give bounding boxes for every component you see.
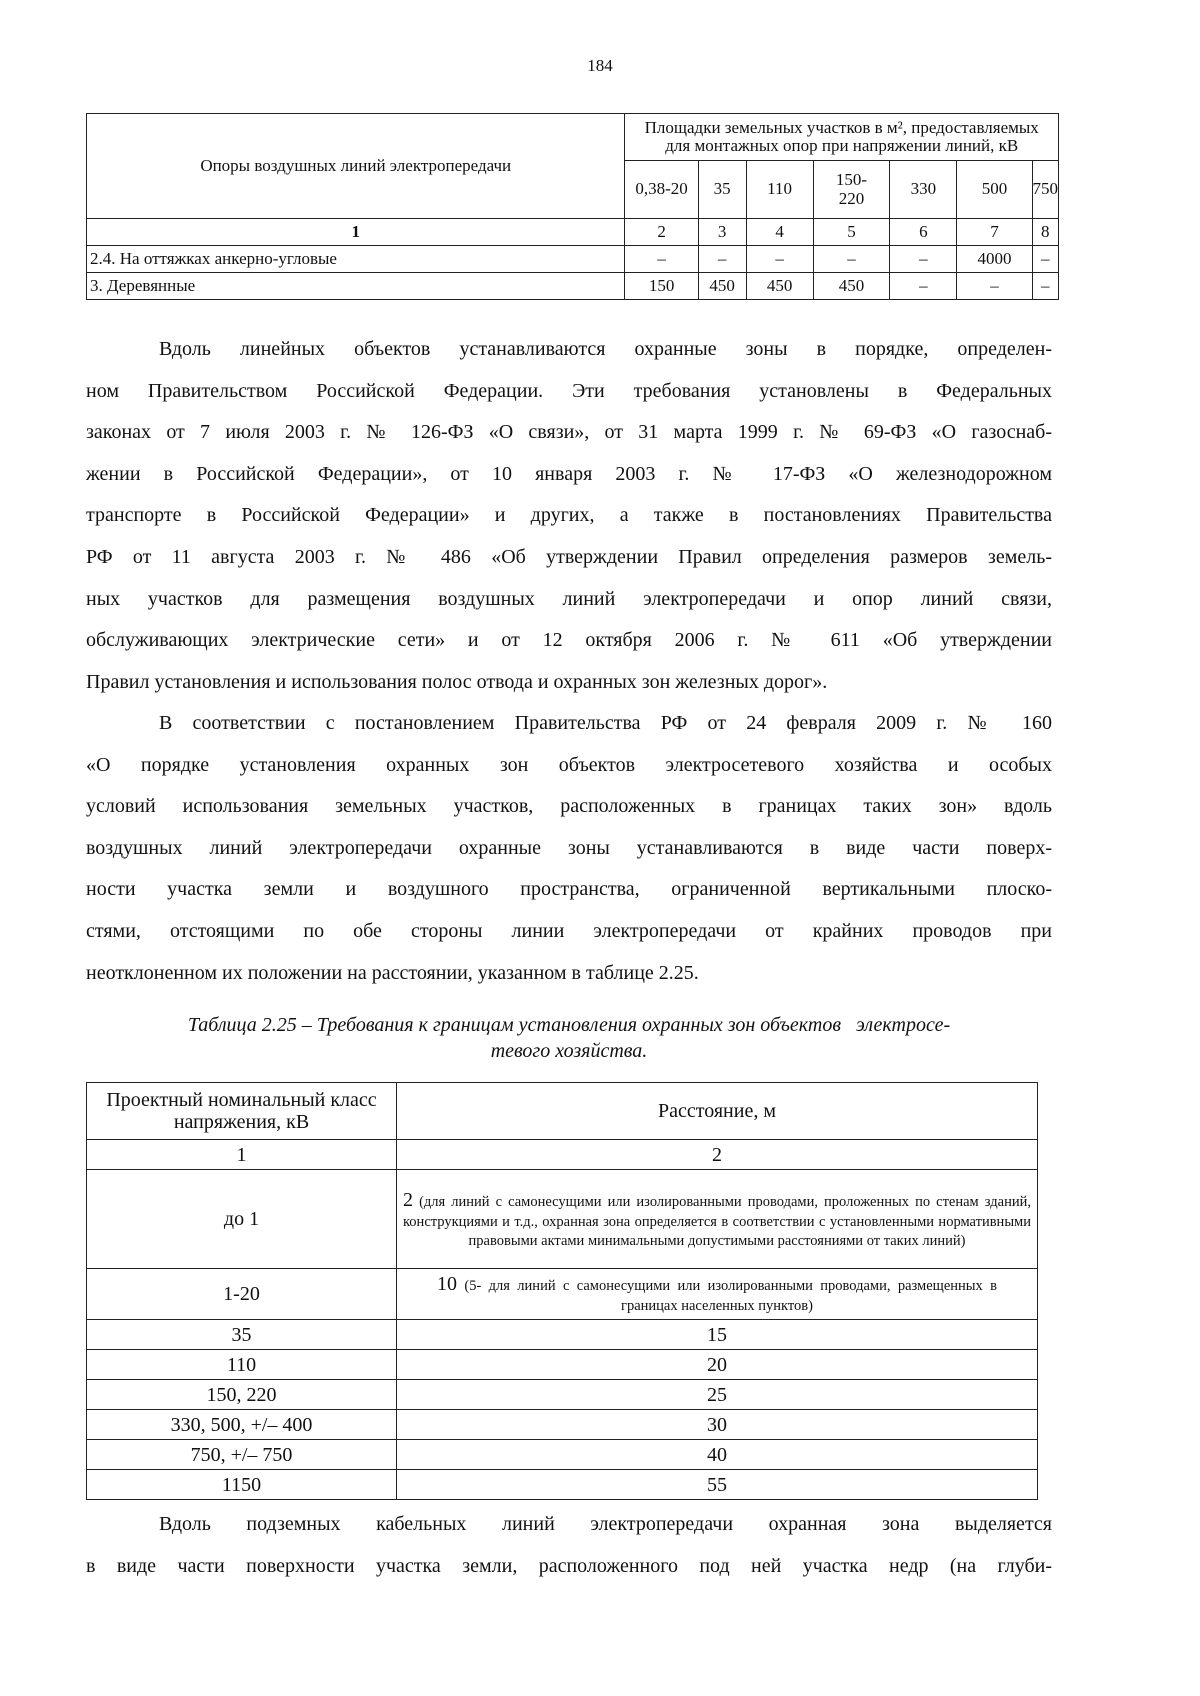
column-number: 6 — [890, 219, 957, 246]
table-cell: – — [746, 246, 813, 273]
voltage-cell: 1-20 — [87, 1269, 397, 1320]
voltage-cell: 1150 — [87, 1470, 397, 1500]
table-row — [87, 1170, 1038, 1269]
paragraph-cable-lines — [86, 1504, 1052, 1587]
table-cell: – — [957, 273, 1032, 300]
distance-cell: 40 — [397, 1440, 1038, 1470]
text-line: «О порядке установления охранных зон объектов электросетевого хозяйства и особых — [86, 753, 1052, 776]
text-line: обслуживающих электрические сети» и от 12 октября 2006 г. № 611 «Об утверждении — [86, 629, 1052, 652]
text-line: законах от 7 июля 2003 г. № 126-ФЗ «О связи», от 31 марта 1999 г. № 69-ФЗ «О газоснаб- — [86, 421, 1052, 444]
table-row — [87, 1440, 1038, 1470]
distance-cell — [397, 1269, 1038, 1320]
text-line: В соответствии с постановлением Правительства РФ от 24 февраля 2009 г. № 160 — [159, 712, 1052, 734]
page-number: 184 — [587, 56, 613, 75]
header-distance: Расстояние, м — [397, 1083, 1038, 1140]
table-row — [87, 1320, 1038, 1350]
header-land-plots: Площадки земельных участков в м², предоставляемых для монтажных опор при напряжении линий, кВ — [625, 114, 1059, 161]
table-row — [87, 1470, 1038, 1500]
table-cell: – — [625, 246, 698, 273]
land-plot-table — [86, 113, 1059, 300]
text-line: условий использования земельных участков, расположенных в границах таких зон» вдоль — [86, 795, 1052, 818]
text-line: воздушных линий электропередачи охранные зоны устанавливаются в виде части поверх- — [86, 836, 1052, 859]
text-line: неотклоненном их положении на расстоянии, указанном в таблице 2.25. — [86, 961, 699, 984]
voltage-cell: 750, +/– 750 — [87, 1440, 397, 1470]
voltage-header: 500 — [957, 161, 1032, 219]
caption-line: Таблица 2.25 – Требования к границам установления охранных зон объектов электросе- — [187, 1014, 951, 1036]
text-line: РФ от 11 августа 2003 г. № 486 «Об утверждении Правил определения размеров земель- — [86, 545, 1052, 568]
distance-cell: 15 — [397, 1320, 1038, 1350]
voltage-header: 150- 220 — [813, 161, 890, 219]
distance-value: 10 — [437, 1273, 457, 1296]
text-line: Вдоль линейных объектов устанавливаются охранные зоны в порядке, определен- — [159, 338, 1052, 360]
protection-zone-table — [86, 1082, 1038, 1500]
text-line: Правил установления и использования полос отвода и охранных зон железных дорог». — [86, 670, 828, 693]
table-cell: – — [813, 246, 890, 273]
column-number: 4 — [746, 219, 813, 246]
table-cell: – — [1032, 246, 1059, 273]
column-number: 7 — [957, 219, 1032, 246]
text-line: ном Правительством Российской Федерации. Эти требования установлены в Федеральных — [86, 379, 1052, 402]
voltage-cell: 150, 220 — [87, 1380, 397, 1410]
column-number: 8 — [1032, 219, 1059, 246]
column-number: 1 — [87, 219, 625, 246]
table-cell: 450 — [813, 273, 890, 300]
text-line: транспорте в Российской Федерации» и других, а также в постановлениях Правительства — [86, 504, 1052, 527]
voltage-header: 750 — [1032, 161, 1059, 219]
table-row — [87, 1380, 1038, 1410]
table-row — [87, 273, 1059, 300]
row-label: 2.4. На оттяжках анкерно-угловые — [87, 246, 625, 273]
table-cell: 450 — [746, 273, 813, 300]
distance-value: 2 — [403, 1189, 413, 1212]
voltage-cell: 35 — [87, 1320, 397, 1350]
table-caption — [86, 1012, 1052, 1064]
distance-cell: 25 — [397, 1380, 1038, 1410]
voltage-header: 330 — [890, 161, 957, 219]
table-cell: 4000 — [957, 246, 1032, 273]
distance-cell: 55 — [397, 1470, 1038, 1500]
column-number: 1 — [87, 1140, 397, 1170]
distance-cell — [397, 1170, 1038, 1269]
column-number: 5 — [813, 219, 890, 246]
text-line: стями, отстоящими по обе стороны линии электропередачи от крайних проводов при — [86, 919, 1052, 942]
header-voltage-class: Проектный номинальный класс напряжения, кВ — [87, 1083, 397, 1140]
row-label: 3. Деревянные — [87, 273, 625, 300]
distance-cell: 30 — [397, 1410, 1038, 1440]
table-cell: – — [890, 246, 957, 273]
column-number: 3 — [698, 219, 746, 246]
table-cell: 150 — [625, 273, 698, 300]
distance-note: (5- для линий с самонесущими или изолированными проводами, размещенных в границах населенных пунктов) — [464, 1278, 998, 1315]
text-line: в виде части поверхности участка земли, расположенного под ней участка недр (на глуби- — [86, 1554, 1052, 1577]
caption-line: тевого хозяйства. — [490, 1040, 648, 1062]
paragraph-resolution-160 — [86, 703, 1052, 994]
text-line: Вдоль подземных кабельных линий электропередачи охранная зона выделяется — [159, 1513, 1052, 1535]
voltage-cell: 330, 500, +/– 400 — [87, 1410, 397, 1440]
table-cell: – — [698, 246, 746, 273]
column-number: 2 — [625, 219, 698, 246]
voltage-cell: до 1 — [87, 1170, 397, 1269]
paragraph-protection-zones — [86, 329, 1052, 703]
table-cell: 450 — [698, 273, 746, 300]
text-line: ных участков для размещения воздушных линий электропередачи и опор линий связи, — [86, 587, 1052, 610]
text-line: жении в Российской Федерации», от 10 января 2003 г. № 17-ФЗ «О железнодорожном — [86, 462, 1052, 485]
voltage-header: 110 — [746, 161, 813, 219]
table-row — [87, 246, 1059, 273]
distance-cell: 20 — [397, 1350, 1038, 1380]
table-cell: – — [1032, 273, 1059, 300]
table-cell: – — [890, 273, 957, 300]
table-row — [87, 1350, 1038, 1380]
voltage-header: 35 — [698, 161, 746, 219]
voltage-cell: 110 — [87, 1350, 397, 1380]
text-line: ности участка земли и воздушного пространства, ограниченной вертикальными плоско- — [86, 878, 1052, 901]
table-row — [87, 1269, 1038, 1320]
table-row — [87, 1410, 1038, 1440]
distance-note: (для линий с самонесущими или изолированными проводами, проложенных по стенам зданий, конструкциями и т.д., охранная зона определяется в соответствии с установленными нормативными правовыми актами минимальными допустимыми расстояниями от таких линий) — [403, 1194, 1031, 1249]
voltage-header: 0,38-20 — [625, 161, 698, 219]
header-supports: Опоры воздушных линий электропередачи — [87, 114, 625, 219]
column-number: 2 — [397, 1140, 1038, 1170]
